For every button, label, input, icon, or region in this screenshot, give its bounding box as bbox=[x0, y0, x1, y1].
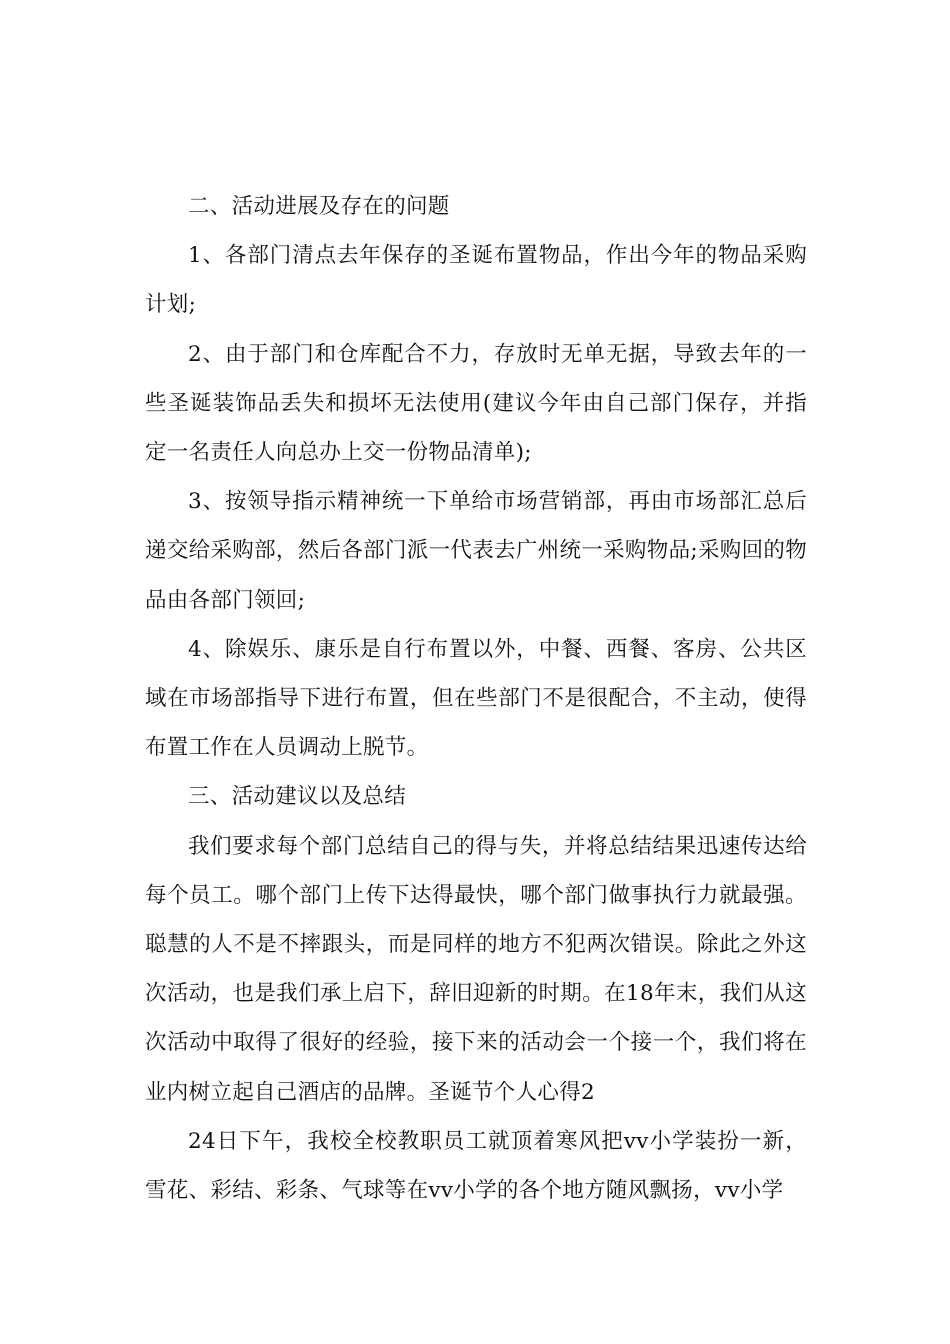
paragraph-summary: 我们要求每个部门总结自己的得与失，并将总结结果迅速传达给每个员工。哪个部门上传下达得最快，哪个部门做事执行力就最强。聪慧的人不是不摔跟头，而是同样的地方不犯两次错误。除此之外这次活动，也是我们承上启下，辞旧迎新的时期。在18年末，我们从这次活动中取得了很好的经验，接下来的活动会一个接一个，我们将在业内树立起自己酒店的品牌。圣诞节个人心得2 bbox=[145, 833, 807, 1105]
document-body bbox=[145, 182, 807, 1215]
paragraph-item-3: 3、按领导指示精神统一下单给市场营销部，再由市场部汇总后递交给采购部，然后各部门派一代表去广州统一采购物品;采购回的物品由各部门领回; bbox=[145, 489, 807, 613]
paragraph-item-4: 4、除娱乐、康乐是自行布置以外，中餐、西餐、客房、公共区域在市场部指导下进行布置，但在些部门不是很配合，不主动，使得布置工作在人员调动上脱节。 bbox=[145, 636, 807, 761]
paragraph-item-2: 2、由于部门和仓库配合不力，存放时无单无据，导致去年的一些圣诞装饰品丢失和损坏无法使用(建议今年由自己部门保存，并指定一名责任人向总办上交一份物品清单); bbox=[145, 341, 807, 466]
paragraph-second-essay-start: 24日下午，我校全校教职员工就顶着寒风把vv小学装扮一新，雪花、彩结、彩条、气球等在vv小学的各个地方随风飘扬，vv小学 bbox=[145, 1128, 807, 1204]
paragraph-item-1: 1、各部门清点去年保存的圣诞布置物品，作出今年的物品采购计划; bbox=[145, 243, 807, 318]
section-heading-3: 三、活动建议以及总结 bbox=[188, 784, 407, 810]
section-heading-2: 二、活动进展及存在的问题 bbox=[188, 194, 450, 219]
